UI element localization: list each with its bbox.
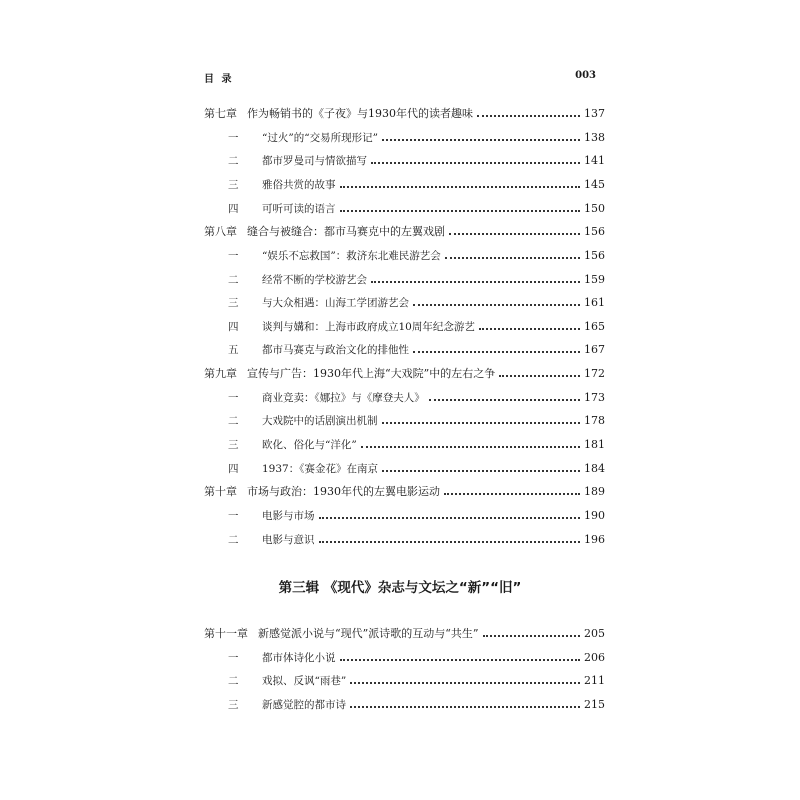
entry-title: 谈判与媾和：上海市政府成立10周年纪念游艺 — [262, 320, 475, 333]
entry-number: 一 — [228, 249, 239, 262]
toc-entry — [204, 364, 604, 382]
entry-page: 156 — [584, 248, 605, 262]
toc-entry — [204, 411, 604, 429]
entry-page: 189 — [584, 484, 605, 498]
entry-title: 电影与意识 — [262, 533, 315, 546]
toc-entry — [204, 435, 604, 453]
dot-leader — [382, 139, 580, 141]
entry-page: 196 — [584, 532, 605, 546]
toc-entry — [204, 624, 604, 642]
entry-page: 167 — [584, 342, 605, 356]
entry-title: 宣传与广告：1930年代上海“大戏院”中的左右之争 — [247, 367, 496, 380]
entry-title: “过火”的“交易所现形记” — [262, 131, 378, 144]
toc-entry — [204, 695, 604, 713]
entry-title: 新感觉派小说与“现代”派诗歌的互动与“共生” — [258, 627, 479, 640]
entry-title: 可听可读的语言 — [262, 202, 336, 215]
entry-page: 173 — [584, 390, 605, 404]
dot-leader — [499, 375, 580, 377]
dot-leader — [340, 210, 581, 212]
dot-leader — [350, 682, 580, 684]
page-number: 003 — [575, 70, 596, 81]
entry-number: 二 — [228, 533, 239, 546]
entry-page: 184 — [584, 461, 605, 475]
entry-title: “娱乐不忘救国”：救济东北难民游艺会 — [262, 249, 441, 262]
entry-page: 172 — [584, 366, 605, 380]
toc-entry — [204, 270, 604, 288]
entry-number: 二 — [228, 414, 239, 427]
entry-page: 150 — [584, 201, 605, 215]
toc-entry — [204, 506, 604, 524]
entry-number: 一 — [228, 509, 239, 522]
dot-leader — [413, 351, 580, 353]
toc-entry — [204, 199, 604, 217]
entry-title: 大戏院中的话剧演出机制 — [262, 414, 378, 427]
entry-page: 138 — [584, 130, 605, 144]
entry-number: 一 — [228, 651, 239, 664]
entry-number: 五 — [228, 343, 239, 356]
toc-entry — [204, 459, 604, 477]
entry-number: 一 — [228, 391, 239, 404]
entry-number: 二 — [228, 674, 239, 687]
toc-entry — [204, 246, 604, 264]
running-header-title: 目 录 — [204, 74, 234, 85]
dot-leader — [319, 541, 581, 543]
toc-entry — [204, 388, 604, 406]
entry-page: 165 — [584, 319, 605, 333]
entry-number: 第十章 — [204, 485, 237, 498]
entry-number: 四 — [228, 462, 239, 475]
toc-entry — [204, 317, 604, 335]
entry-title: 都市体诗化小说 — [262, 651, 336, 664]
entry-title: 1937：《赛金花》在南京 — [262, 462, 378, 475]
dot-leader — [483, 635, 581, 637]
dot-leader — [444, 493, 580, 495]
dot-leader — [429, 399, 580, 401]
entry-page: 181 — [584, 437, 605, 451]
entry-page: 145 — [584, 177, 605, 191]
entry-page: 206 — [584, 650, 605, 664]
entry-title: 都市马赛克与政治文化的排他性 — [262, 343, 409, 356]
entry-page: 156 — [584, 224, 605, 238]
dot-leader — [361, 446, 580, 448]
entry-title: 都市罗曼司与情欲描写 — [262, 154, 367, 167]
entry-page: 211 — [584, 673, 605, 687]
dot-leader — [382, 422, 581, 424]
entry-title: 电影与市场 — [262, 509, 315, 522]
toc-entry — [204, 482, 604, 500]
dot-leader — [319, 517, 581, 519]
entry-title: 新感觉腔的都市诗 — [262, 698, 346, 711]
entry-number: 二 — [228, 273, 239, 286]
entry-title: 雅俗共赏的故事 — [262, 178, 336, 191]
dot-leader — [382, 470, 580, 472]
entry-title: 商业竞卖：《娜拉》与《摩登夫人》 — [262, 391, 425, 404]
entry-title: 欧化、俗化与“洋化” — [262, 438, 357, 451]
entry-number: 四 — [228, 320, 239, 333]
part-heading: 第三辑 《现代》杂志与文坛之“新”“旧” — [278, 580, 522, 596]
entry-title: 缝合与被缝合：都市马赛克中的左翼戏剧 — [247, 225, 445, 238]
toc-entry — [204, 175, 604, 193]
entry-page: 190 — [584, 508, 605, 522]
entry-page: 215 — [584, 697, 605, 711]
entry-page: 178 — [584, 413, 605, 427]
dot-leader — [445, 257, 580, 259]
entry-page: 137 — [584, 106, 605, 120]
entry-title: 与大众相遇：山海工学团游艺会 — [262, 296, 409, 309]
entry-number: 三 — [228, 178, 239, 191]
toc-entry — [204, 293, 604, 311]
entry-number: 二 — [228, 154, 239, 167]
dot-leader — [477, 115, 580, 117]
toc-entry — [204, 340, 604, 358]
toc-entry — [204, 222, 604, 240]
entry-number: 第九章 — [204, 367, 237, 380]
entry-page: 161 — [584, 295, 605, 309]
dot-leader — [371, 281, 580, 283]
dot-leader — [340, 659, 581, 661]
dot-leader — [340, 186, 581, 188]
entry-page: 205 — [584, 626, 605, 640]
dot-leader — [413, 304, 580, 306]
entry-number: 第七章 — [204, 107, 237, 120]
entry-number: 第十一章 — [204, 627, 248, 640]
entry-number: 三 — [228, 296, 239, 309]
toc-entry — [204, 128, 604, 146]
toc-entry — [204, 648, 604, 666]
toc-entry — [204, 671, 604, 689]
toc-entry — [204, 530, 604, 548]
toc-entry — [204, 151, 604, 169]
dot-leader — [350, 706, 580, 708]
entry-title: 经常不断的学校游艺会 — [262, 273, 367, 286]
entry-number: 一 — [228, 131, 239, 144]
toc-entry — [204, 104, 604, 122]
entry-number: 第八章 — [204, 225, 237, 238]
entry-page: 159 — [584, 272, 605, 286]
entry-number: 四 — [228, 202, 239, 215]
entry-page: 141 — [584, 153, 605, 167]
dot-leader — [371, 162, 580, 164]
entry-title: 戏拟、反讽“雨巷” — [262, 674, 347, 687]
dot-leader — [479, 328, 580, 330]
entry-number: 三 — [228, 698, 239, 711]
dot-leader — [449, 233, 580, 235]
entry-number: 三 — [228, 438, 239, 451]
entry-title: 市场与政治：1930年代的左翼电影运动 — [247, 485, 440, 498]
entry-title: 作为畅销书的《子夜》与1930年代的读者趣味 — [247, 107, 473, 120]
